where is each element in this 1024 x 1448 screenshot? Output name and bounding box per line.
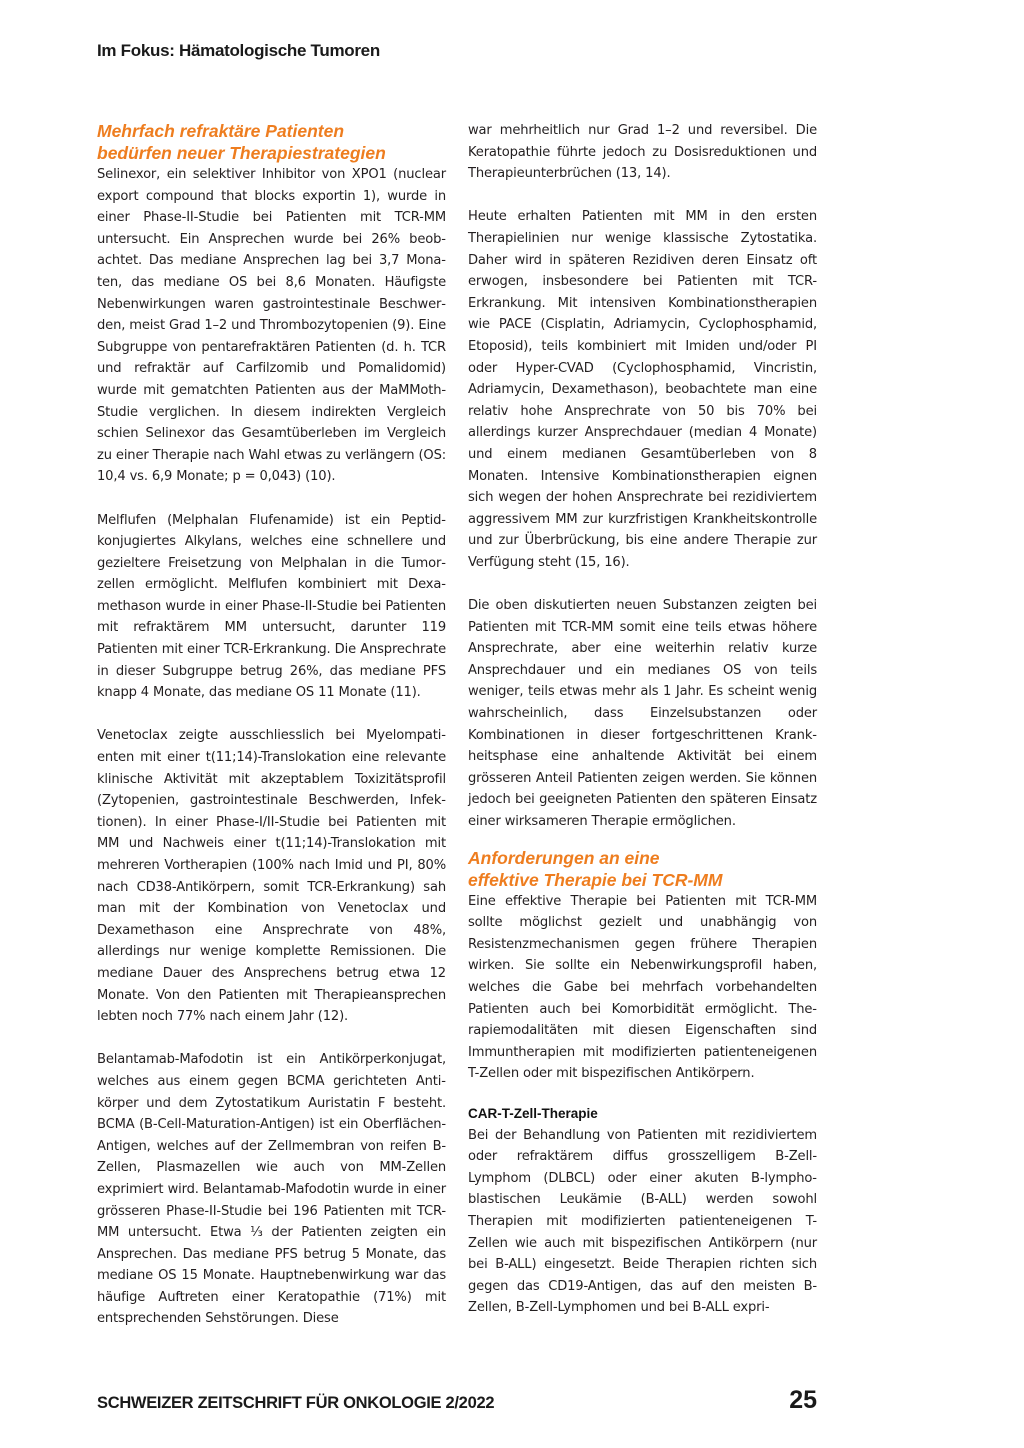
section-heading-line: bedürfen neuer Therapiestrategien xyxy=(97,143,386,163)
paragraph-venetoclax: Venetoclax zeigte ausschliesslich bei Myelompatienten mit einer t(11;14)-Translokation eine relevante klinische Aktivität mit akzeptablem Toxizitätsprofil (Zytopenien, gastrointestinale Beschwerden, Infektionen). In einer Phase-I/II-Studie bei Patienten mit MM und Nachweis einer t(11;14)-Translokation mit mehreren Vortherapien (100% nach Imid und PI, 80% nach CD38-Antikörpern, somit TCR-Erkrankung) sah man mit der Kombination von Venetoclax und Dexamethason eine Ansprechrate von 48%, allerdings nur wenige komplette Remissionen. Die mediane Dauer des Ansprechens betrug etwa 12 Monate. Von den Patienten mit Therapieansprechen lebten noch 77% nach einem Jahr (12). xyxy=(97,728,446,1025)
footer-journal-title: SCHWEIZER ZEITSCHRIFT FÜR ONKOLOGIE 2/2022 xyxy=(97,1394,495,1412)
left-column xyxy=(97,120,446,1330)
paragraph-selinexor: Selinexor, ein selektiver Inhibitor von XPO1 (nuclear export compound that blocks exportin 1), wurde in einer Phase-II-Studie bei Patienten mit TCR-MM untersucht. Ein Ansprechen wurde bei 26% beobachtet. Das mediane Ansprechen lag bei 3,7 Monaten, das mediane OS bei 8,6 Monaten. Häufigste Nebenwirkungen waren gastrointestinale Beschwerden, meist Grad 1–2 und Thrombozytopenien (9). Eine Subgruppe von pentarefraktären Patienten (d. h. TCR und refraktär auf Carfilzomib und Pomalidomid) wurde mit gematchten Patienten aus der MaMMoth-Studie verglichen. In diesem indirekten Vergleich schien Selinexor das Gesamtüberleben im Vergleich zu einer Therapie nach Wahl etwas zu verlängern (OS: 10,4 vs. 6,9 Monate; p = 0,043) (10). xyxy=(97,167,446,485)
paragraph-anforderungen: Eine effektive Therapie bei Patienten mit TCR-MM sollte möglichst gezielt und unabhängig von Resistenzmechanismen gegen frühere Therapien wirken. Sie sollte ein Nebenwirkungsprofil haben, welches die Gabe bei mehrfach vorbehandelten Patienten auch bei Komorbidität ermöglicht. Therapiemodalitäten mit diesen Eigenschaften sind Immuntherapien mit modifizierten patienteneigenen T-Zellen oder mit bispezifischen Antikörpern. xyxy=(468,893,817,1082)
section-heading xyxy=(468,847,817,891)
section-heading-line: Mehrfach refraktäre Patienten xyxy=(97,121,345,141)
subheading-car-t: CAR-T-Zell-Therapie xyxy=(468,1105,598,1121)
paragraph-neue-substanzen: Die oben diskutierten neuen Substanzen zeigten bei Patienten mit TCR-MM somit eine teils etwas höhere Ansprechrate, aber eine weiterhin relativ kurze Ansprechdauer und ein medianes OS von teils weniger, teils etwas mehr als 1 Jahr. Es scheint wenig wahrscheinlich, dass Einzelsubstanzen oder Kombinationen in dieser fortgeschrittenen Krankheitsphase eine anhaltende Aktivität bei einem grösseren Anteil Patienten zeigen werden. Sie können jedoch bei geeigneten Patienten den späteren Einsatz einer wirksameren Therapie ermöglichen. xyxy=(468,598,817,829)
section-heading xyxy=(97,120,446,164)
running-title: Im Fokus: Hämatologische Tumoren xyxy=(97,41,380,60)
paragraph-car-t: Bei der Behandlung von Patienten mit rezidiviertem oder refraktärem diffus grosszelligem B-Zell-Lymphom (DLBCL) oder einer akuten B-lymphoblastischen Leukämie (B-ALL) werden sowohl Therapien mit modifizierten patienteneigenen T-Zellen wie auch mit bispezifischen Antikörpern (nur bei B-ALL) eingesetzt. Beide Therapien richten sich gegen das CD19-Antigen, das auf den meisten B-Zellen, B-Zell-Lymphomen und bei B-ALL expri- xyxy=(468,1127,817,1316)
section-heading-line: effektive Therapie bei TCR-MM xyxy=(468,869,723,890)
paragraph-keratopathie: war mehrheitlich nur Grad 1–2 und reversibel. Die Keratopathie führte jedoch zu Dosisreduktionen und Therapieunterbrüchen (13, 14). xyxy=(468,123,817,182)
paragraph-belantamab: Belantamab-Mafodotin ist ein Antikörperkonjugat, welches aus einem gegen BCMA gerichteten Antikörper und dem Zytostatikum Auristatin F besteht. BCMA (B-Cell-Maturation-Antigen) ist ein Oberflächen-Antigen, welches auf der Zellmembran von reifen B-Zellen, Plasmazellen wie auch von MM-Zellen exprimiert wird. Belantamab-Mafodotin wurde in einer grösseren Phase-II-Studie bei 196 Patienten mit TCR-MM untersucht. Etwa ⅓ der Patienten zeigten ein Ansprechen. Das mediane PFS betrug 5 Monate, das mediane OS 15 Monate. Hauptnebenwirkung war das häufige Auftreten einer Keratopathie (71%) mit entsprechenden Sehstörungen. Diese xyxy=(97,1052,446,1327)
section-heading-line: Anforderungen an eine xyxy=(468,847,660,868)
right-column xyxy=(468,120,817,1319)
paragraph-zytostatika: Heute erhalten Patienten mit MM in den ersten Therapielinien nur wenige klassische Zytostatika. Daher wird in späteren Rezidiven deren Einsatz oft erwogen, insbesondere bei Patienten mit TCR-Erkrankung. Mit intensiven Kombinationstherapien wie PACE (Cisplatin, Adriamycin, Cyclophosphamid, Etoposid), teils kombiniert mit Imiden und/oder PI oder Hyper-CVAD (Cyclophosphamid, Vincristin, Adriamycin, Dexamethason), beobachtete man eine relativ hohe Ansprechrate von 50 bis 70% bei allerdings kurzer Ansprechdauer (median 4 Monate) und einem medianen Gesamtüberleben von 8 Monaten. Intensive Kombinationstherapien eignen sich wegen der hohen Ansprechrate bei rezidiviertem aggressivem MM zur kurzfristigen Krankheitskontrolle und zur Überbrückung, bis eine andere Therapie zur Verfügung steht (15, 16). xyxy=(468,209,817,570)
page-number: 25 xyxy=(789,1386,817,1414)
paragraph-melflufen: Melflufen (Melphalan Flufenamide) ist ein Peptidkonjugiertes Alkylans, welches eine schnellere und gezieltere Freisetzung von Melphalan in die Tumorzellen ermöglicht. Melflufen kombiniert mit Dexamethason wurde in einer Phase-II-Studie bei Patienten mit refraktärem MM untersucht, darunter 119 Patienten mit einer TCR-Erkrankung. Die Ansprechrate in dieser Subgruppe betrug 26%, das mediane PFS knapp 4 Monate, das mediane OS 11 Monate (11). xyxy=(97,512,446,701)
